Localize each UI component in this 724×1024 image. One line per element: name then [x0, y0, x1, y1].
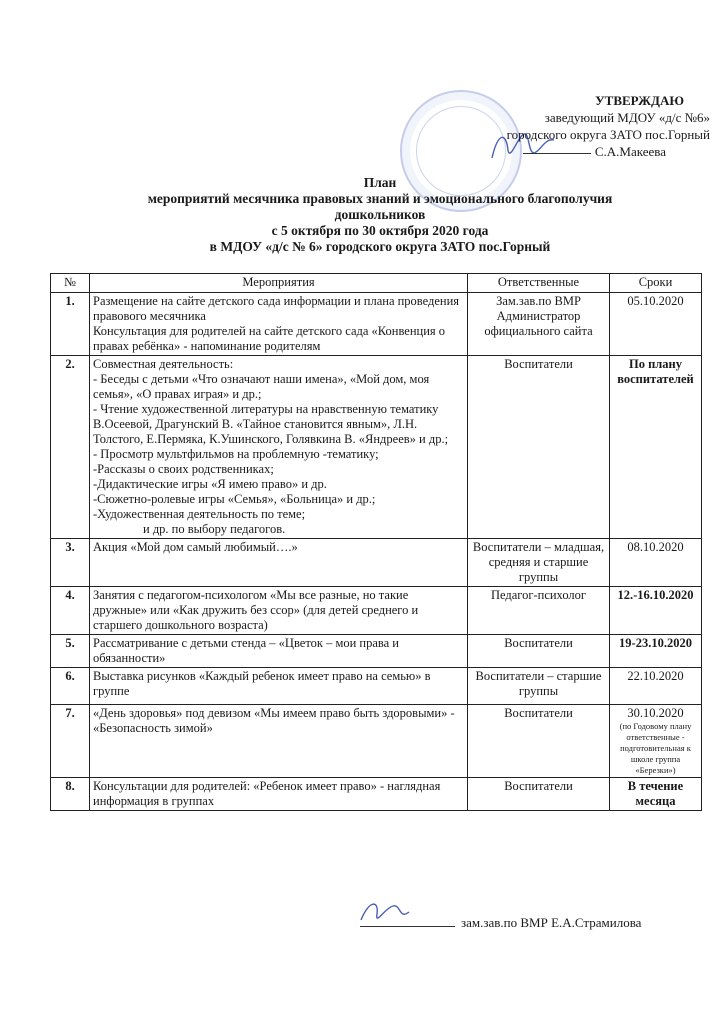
- table-row: [51, 635, 702, 668]
- activity-line: -Сюжетно-ролевые игры «Семья», «Больница» и др.;: [93, 492, 376, 506]
- footer-signer-line: [360, 915, 641, 931]
- row-responsible: Воспитатели: [468, 635, 610, 668]
- approval-block: [440, 92, 710, 160]
- row-number: 2.: [51, 356, 90, 539]
- row-activity: [90, 293, 468, 356]
- row-deadline: В течение месяца: [610, 778, 702, 811]
- table-row: [51, 293, 702, 356]
- row-number: 6.: [51, 668, 90, 705]
- activity-line: - Чтение художественной литературы на нравственную тематику В.Осеевой, Драгунский В. «Тайное становится явным», Л.Н. Толстого, Е.Пермяка, К.Ушинского, Голявкина В. «Яндреев» и др.;: [93, 402, 449, 446]
- table-row: [51, 778, 702, 811]
- approval-signer-line: [440, 143, 710, 160]
- row-number: 5.: [51, 635, 90, 668]
- row-deadline: [610, 705, 702, 778]
- activity-line: Совместная деятельность:: [93, 357, 234, 371]
- row-responsible: Воспитатели: [468, 356, 610, 539]
- row-number: 4.: [51, 587, 90, 635]
- title-line-5: в МДОУ «д/с № 6» городского округа ЗАТО пос.Горный: [209, 239, 551, 254]
- events-table: [50, 273, 702, 811]
- deadline-date: 30.10.2020: [627, 706, 684, 720]
- document-title: [80, 175, 680, 255]
- row-deadline: По плану воспитателей: [610, 356, 702, 539]
- row-responsible: Воспитатели – старшие группы: [468, 668, 610, 705]
- activity-line: Консультация для родителей на сайте детского сада «Конвенция о правах ребёнка» - напоминание родителям: [93, 324, 446, 353]
- activity-line: - Просмотр мультфильмов на проблемную -тематику;: [93, 447, 379, 461]
- title-line-3: дошкольников: [334, 207, 426, 222]
- activity-line: Акция «Мой дом самый любимый….»: [93, 540, 298, 554]
- table-row: [51, 587, 702, 635]
- title-line-2: мероприятий месячника правовых знаний и эмоционального благополучия: [147, 191, 613, 206]
- row-deadline: 12.-16.10.2020: [610, 587, 702, 635]
- activity-line: Выставка рисунков «Каждый ребенок имеет право на семью» в группе: [93, 669, 431, 698]
- row-deadline: 22.10.2020: [610, 668, 702, 705]
- row-responsible: Педагог-психолог: [468, 587, 610, 635]
- row-responsible: Воспитатели: [468, 705, 610, 778]
- activity-line: -Художественная деятельность по теме;: [93, 507, 306, 521]
- approval-signer: С.А.Макеева: [594, 144, 666, 159]
- row-activity: [90, 635, 468, 668]
- row-activity: [90, 356, 468, 539]
- activity-line: Рассматривание с детьми стенда – «Цветок – мои права и обязанности»: [93, 636, 399, 665]
- header-deadline: Сроки: [610, 274, 702, 293]
- row-number: 1.: [51, 293, 90, 356]
- header-activity: Мероприятия: [90, 274, 468, 293]
- header-number: №: [51, 274, 90, 293]
- table-row: [51, 356, 702, 539]
- activity-line: Размещение на сайте детского сада информации и плана проведения правового месячника: [93, 294, 460, 323]
- activity-line: Занятия с педагогом-психологом «Мы все разные, но такие дружные» или «Как дружить без ссор» (для детей среднего и старшего дошкольного возраста): [93, 588, 419, 632]
- row-deadline: 05.10.2020: [610, 293, 702, 356]
- activity-line: - Беседы с детьми «Что означают наши имена», «Мой дом, моя семья», «О правах играя» и др.;: [93, 372, 430, 401]
- approval-organization: городского округа ЗАТО пос.Горный: [506, 127, 710, 142]
- header-responsible: Ответственные: [468, 274, 610, 293]
- deadline-note: (по Годовому плану ответственные - подготовительная к школе группа «Березки»): [619, 721, 692, 775]
- title-line-1: План: [363, 175, 397, 190]
- activity-line: и др. по выбору педагогов.: [143, 522, 286, 536]
- title-line-4: с 5 октября по 30 октября 2020 года: [271, 223, 489, 238]
- approval-position: заведующий МДОУ «д/с №6»: [544, 110, 710, 125]
- activity-line: «День здоровья» под девизом «Мы имеем право быть здоровыми» - «Безопасность зимой»: [93, 706, 455, 735]
- row-number: 3.: [51, 539, 90, 587]
- activity-line: Консультации для родителей: «Ребенок имеет право» - наглядная информация в группах: [93, 779, 441, 808]
- approval-title: УТВЕРЖДАЮ: [595, 93, 684, 108]
- row-number: 8.: [51, 778, 90, 811]
- table-row: [51, 668, 702, 705]
- row-activity: [90, 705, 468, 778]
- row-activity: [90, 668, 468, 705]
- activity-line: -Дидактические игры «Я имею право» и др.: [93, 477, 327, 491]
- row-activity: [90, 778, 468, 811]
- activity-line: -Рассказы о своих родственниках;: [93, 462, 274, 476]
- row-responsible: Зам.зав.по ВМР Администратор официального сайта: [468, 293, 610, 356]
- table-row: [51, 539, 702, 587]
- row-number: 7.: [51, 705, 90, 778]
- row-activity: [90, 587, 468, 635]
- table-row: [51, 705, 702, 778]
- row-deadline: 19-23.10.2020: [610, 635, 702, 668]
- row-responsible: Воспитатели – младшая, средняя и старшие группы: [468, 539, 610, 587]
- row-deadline: 08.10.2020: [610, 539, 702, 587]
- row-responsible: Воспитатели: [468, 778, 610, 811]
- footer-signer: зам.зав.по ВМР Е.А.Страмилова: [461, 915, 642, 930]
- row-activity: [90, 539, 468, 587]
- table-header-row: [51, 274, 702, 293]
